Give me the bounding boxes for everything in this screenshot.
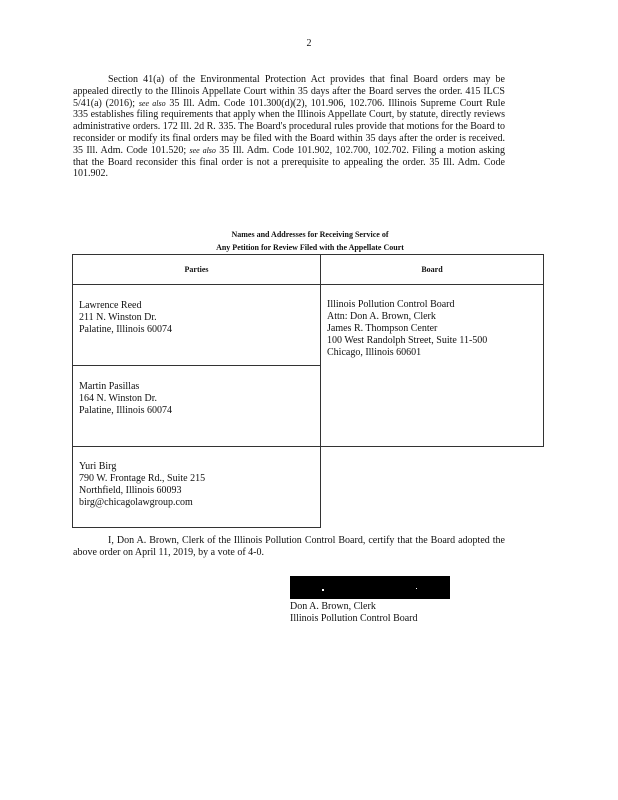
board-name: Illinois Pollution Control Board bbox=[327, 299, 455, 310]
table-row bbox=[73, 285, 544, 366]
board-city: Chicago, Illinois 60601 bbox=[327, 347, 422, 358]
appeal-rights-paragraph bbox=[73, 74, 505, 180]
party-address: 164 N. Winston Dr. bbox=[79, 393, 158, 404]
party-martin-pasillas bbox=[73, 366, 321, 447]
party-email: birg@chicagolawgroup.com bbox=[79, 497, 193, 508]
table-row bbox=[73, 447, 544, 528]
party-address: 211 N. Winston Dr. bbox=[79, 312, 157, 323]
appeal-text-part-2: 35 Ill. Adm. Code 101.300(d)(2), 101.906, 102.706. Illinois Supreme Court Rule 335 establishes filing requirements that apply when the Illinois Appellate Court, by statute, directly reviews administrative orders. 172 Ill. 2d R. 335. The Board's procedural rules provide that motions for the Board to reconsider or modify its final orders may be filed with the Board within 35 days after the order is received. 35 Ill. Adm. Code 101.520; bbox=[73, 97, 506, 156]
see-also-signal-1: see also bbox=[138, 98, 166, 108]
signer-organization: Illinois Pollution Control Board bbox=[290, 613, 418, 624]
page-number: 2 bbox=[306, 38, 312, 49]
table-header-row bbox=[73, 255, 544, 285]
party-yuri-birg bbox=[73, 447, 321, 528]
board-street: 100 West Randolph Street, Suite 11-500 bbox=[327, 335, 488, 346]
party-city: Palatine, Illinois 60074 bbox=[79, 324, 173, 335]
see-also-signal-2: see also bbox=[189, 145, 216, 155]
redacted-signature bbox=[290, 576, 450, 599]
board-building: James R. Thompson Center bbox=[327, 323, 438, 334]
empty-cell bbox=[321, 447, 544, 528]
party-lawrence-reed bbox=[73, 285, 321, 366]
parties-header: Parties bbox=[73, 255, 321, 285]
signature-block bbox=[290, 576, 450, 625]
party-name: Yuri Birg bbox=[79, 461, 117, 472]
party-city: Northfield, Illinois 60093 bbox=[79, 485, 182, 496]
service-list-heading bbox=[160, 228, 460, 254]
service-heading-line-2: Any Petition for Review Filed with the Appellate Court bbox=[216, 243, 404, 252]
service-heading-line-1: Names and Addresses for Receiving Service of bbox=[231, 230, 389, 239]
clerk-certification: I, Don A. Brown, Clerk of the Illinois Pollution Control Board, certify that the Board adopted the above order on April 11, 2019, by a vote of 4-0. bbox=[73, 535, 505, 558]
board-attn: Attn: Don A. Brown, Clerk bbox=[327, 311, 436, 322]
signer-name: Don A. Brown, Clerk bbox=[290, 601, 376, 612]
board-header: Board bbox=[321, 255, 544, 285]
party-address: 790 W. Frontage Rd., Suite 215 bbox=[79, 473, 206, 484]
party-city: Palatine, Illinois 60074 bbox=[79, 405, 173, 416]
appeal-text-part-3: 35 Ill. Adm. Code 101.902, 102.700, 102.702. Filing a motion asking that the Board reconsider this final order is not a prerequisite to appealing the order. 35 Ill. Adm. Code 101.902. bbox=[73, 144, 505, 180]
appeal-text-part-1: Section 41(a) of the Environmental Protection Act provides that final Board orders may be appealed directly to the Illinois Appellate Court within 35 days after the Board serves the order. 415 ILCS 5/41(a) (2016); bbox=[73, 74, 505, 109]
party-name: Martin Pasillas bbox=[79, 381, 140, 392]
service-list-table bbox=[72, 254, 544, 528]
board-address-cell bbox=[321, 285, 544, 447]
party-name: Lawrence Reed bbox=[79, 300, 142, 311]
